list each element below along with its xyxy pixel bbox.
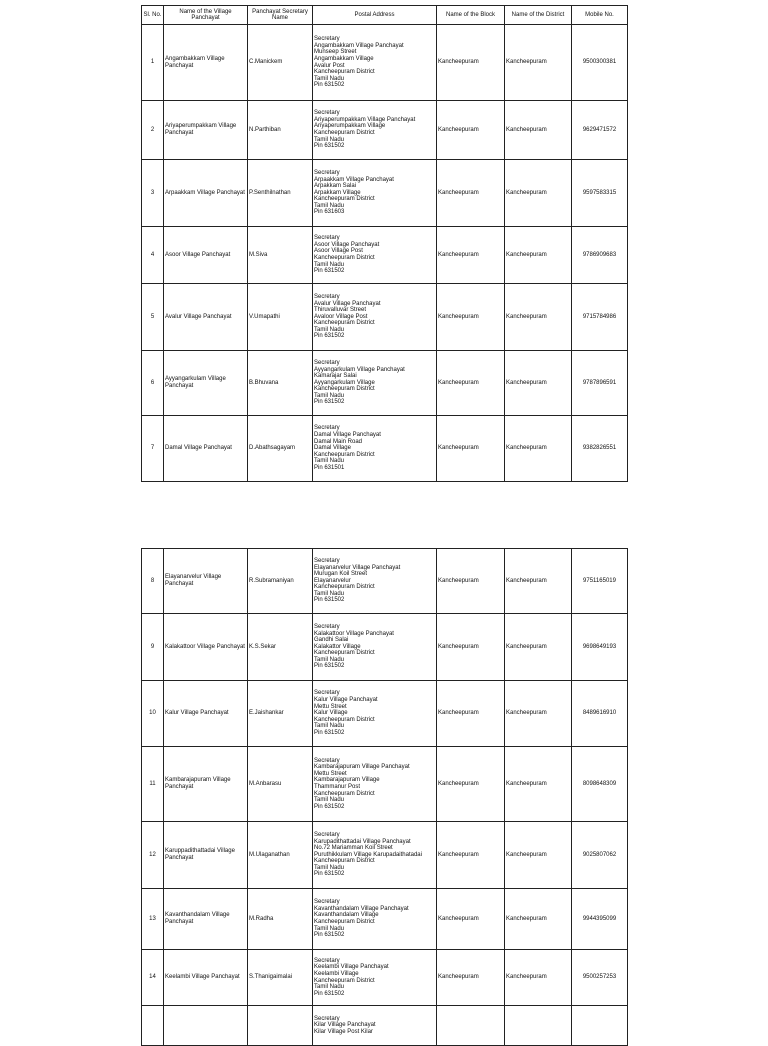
sl-no-cell: 3 xyxy=(142,160,164,227)
table-row xyxy=(142,822,628,889)
sl-no-cell: 12 xyxy=(142,822,164,889)
sl-no-cell: 2 xyxy=(142,101,164,160)
secretary-name-cell: E.Jaishankar xyxy=(248,681,313,747)
mobile-cell: 9025807062 xyxy=(572,822,628,889)
sl-no-cell: 11 xyxy=(142,747,164,822)
mobile-cell: 9786909683 xyxy=(572,227,628,284)
mobile-cell: 8098648309 xyxy=(572,747,628,822)
village-panchayat-cell: Avalur Village Panchayat xyxy=(164,284,248,351)
mobile-cell: 9751165019 xyxy=(572,549,628,614)
village-panchayat-cell: Kambarajapuram Village Panchayat xyxy=(164,747,248,822)
district-cell: Kancheepuram xyxy=(505,681,572,747)
village-panchayat-cell: Angambakkam Village Panchayat xyxy=(164,25,248,101)
postal-address-cell: Secretary Damal Village Panchayat Damal Main Road Damal Village Kancheepuram District Tamil Nadu Pin 631501 xyxy=(313,416,437,482)
postal-address-cell: Secretary Asoor Village Panchayat Asoor Village Post Kancheepuram District Tamil Nadu Pin 631502 xyxy=(313,227,437,284)
postal-address-cell: Secretary Kavanthandalam Village Panchayat Kavanthandalam Village Kancheepuram District Tamil Nadu Pin 631502 xyxy=(313,889,437,950)
district-cell: Kancheepuram xyxy=(505,101,572,160)
header-secretary-name: Panchayat Secretary Name xyxy=(248,6,313,25)
block-cell: Kancheepuram xyxy=(437,284,505,351)
postal-address-cell: Secretary Arpaakkam Village Panchayat Arpakkam Salai Arpakkam Village Kancheepuram District Tamil Nadu Pin 631603 xyxy=(313,160,437,227)
panchayat-table-page-2 xyxy=(141,548,628,1046)
postal-address-cell: Secretary Angambakkam Village Panchayat Munseep Street Angambakkam Village Avalur Post Kancheepuram District Tamil Nadu Pin 631502 xyxy=(313,25,437,101)
mobile-cell: 9715784986 xyxy=(572,284,628,351)
sl-no-cell: 1 xyxy=(142,25,164,101)
village-panchayat-cell: Damal Village Panchayat xyxy=(164,416,248,482)
table-row xyxy=(142,227,628,284)
postal-address-cell: Secretary Kilar Village Panchayat Kilar Village Post Kilar xyxy=(313,1006,437,1046)
district-cell: Kancheepuram xyxy=(505,950,572,1006)
block-cell: Kancheepuram xyxy=(437,351,505,416)
village-panchayat-cell: Ariyaperumpakkam Village Panchayat xyxy=(164,101,248,160)
sl-no-cell: 9 xyxy=(142,614,164,681)
postal-address-cell: Secretary Ariyaperumpakkam Village Panchayat Ariyaperumpakkam Village Kancheepuram District Tamil Nadu Pin 631502 xyxy=(313,101,437,160)
sl-no-cell: 10 xyxy=(142,681,164,747)
table-row xyxy=(142,416,628,482)
header-village-panchayat: Name of the Village Panchayat xyxy=(164,6,248,25)
table-row xyxy=(142,681,628,747)
village-panchayat-cell: Kavanthandalam Village Panchayat xyxy=(164,889,248,950)
postal-address-cell: Secretary Karupadithattadai Village Panchayat No.72 Mariamman Koil Street Puruthikkulam Village Karupadaithatadai Kancheepuram District Tamil Nadu Pin 631502 xyxy=(313,822,437,889)
mobile-cell: 9597583315 xyxy=(572,160,628,227)
village-panchayat-cell: Elayanarvelur Village Panchayat xyxy=(164,549,248,614)
secretary-name-cell xyxy=(248,1006,313,1046)
mobile-cell: 9629471572 xyxy=(572,101,628,160)
secretary-name-cell: M.Ulaganathan xyxy=(248,822,313,889)
header-block: Name of the Block xyxy=(437,6,505,25)
district-cell: Kancheepuram xyxy=(505,889,572,950)
district-cell: Kancheepuram xyxy=(505,351,572,416)
block-cell: Kancheepuram xyxy=(437,416,505,482)
sl-no-cell: 6 xyxy=(142,351,164,416)
sl-no-cell: 7 xyxy=(142,416,164,482)
district-cell: Kancheepuram xyxy=(505,549,572,614)
mobile-cell: 9944395099 xyxy=(572,889,628,950)
postal-address-cell: Secretary Kalakattoor Village Panchayat Gandhi Salai Kalakattor Village Kancheepuram District Tamil Nadu Pin 631502 xyxy=(313,614,437,681)
table-row xyxy=(142,950,628,1006)
table-row xyxy=(142,284,628,351)
sl-no-cell: 13 xyxy=(142,889,164,950)
block-cell: Kancheepuram xyxy=(437,747,505,822)
secretary-name-cell: N.Parthiban xyxy=(248,101,313,160)
district-cell xyxy=(505,1006,572,1046)
district-cell: Kancheepuram xyxy=(505,160,572,227)
block-cell: Kancheepuram xyxy=(437,25,505,101)
mobile-cell: 9698649193 xyxy=(572,614,628,681)
mobile-cell: 9500300381 xyxy=(572,25,628,101)
block-cell: Kancheepuram xyxy=(437,950,505,1006)
block-cell: Kancheepuram xyxy=(437,889,505,950)
village-panchayat-cell: Arpaakkam Village Panchayat xyxy=(164,160,248,227)
table-row xyxy=(142,549,628,614)
village-panchayat-cell: Karuppadithattadai Village Panchayat xyxy=(164,822,248,889)
secretary-name-cell: S.Thanigaimalai xyxy=(248,950,313,1006)
village-panchayat-cell: Keelambi Village Panchayat xyxy=(164,950,248,1006)
district-cell: Kancheepuram xyxy=(505,284,572,351)
block-cell: Kancheepuram xyxy=(437,614,505,681)
postal-address-cell: Secretary Avalur Village Panchayat Thiruvalluvar Street Avaloor Village Post Kancheepuram District Tamil Nadu Pin 631502 xyxy=(313,284,437,351)
village-panchayat-cell: Ayyangarkulam Village Panchayat xyxy=(164,351,248,416)
postal-address-cell: Secretary Kalur Village Panchayat Mettu Street Kalur Village Kancheepuram District Tamil Nadu Pin 631502 xyxy=(313,681,437,747)
secretary-name-cell: M.Siva xyxy=(248,227,313,284)
sl-no-cell: 4 xyxy=(142,227,164,284)
secretary-name-cell: D.Abathsagayam xyxy=(248,416,313,482)
village-panchayat-cell xyxy=(164,1006,248,1046)
secretary-name-cell: B.Bhuvana xyxy=(248,351,313,416)
secretary-name-cell: V.Umapathi xyxy=(248,284,313,351)
panchayat-table-page-1 xyxy=(141,5,628,482)
postal-address-cell: Secretary Keelambi Village Panchayat Keelambi Village Kancheepuram District Tamil Nadu Pin 631502 xyxy=(313,950,437,1006)
table-row xyxy=(142,1006,628,1046)
header-sl-no: Sl. No. xyxy=(142,6,164,25)
block-cell: Kancheepuram xyxy=(437,227,505,284)
sl-no-cell: 14 xyxy=(142,950,164,1006)
header-mobile: Mobile No. xyxy=(572,6,628,25)
table-row xyxy=(142,160,628,227)
sl-no-cell: 8 xyxy=(142,549,164,614)
district-cell: Kancheepuram xyxy=(505,227,572,284)
secretary-name-cell: C.Manickem xyxy=(248,25,313,101)
sl-no-cell xyxy=(142,1006,164,1046)
table-row xyxy=(142,747,628,822)
mobile-cell: 9382826551 xyxy=(572,416,628,482)
secretary-name-cell: R.Subramaniyan xyxy=(248,549,313,614)
mobile-cell: 8489616910 xyxy=(572,681,628,747)
district-cell: Kancheepuram xyxy=(505,614,572,681)
postal-address-cell: Secretary Elayanarvelur Village Panchayat Murugan Koil Street Elayanarvelur Kancheepuram District Tamil Nadu Pin 631502 xyxy=(313,549,437,614)
header-district: Name of the District xyxy=(505,6,572,25)
district-cell: Kancheepuram xyxy=(505,822,572,889)
postal-address-cell: Secretary Kambarajapuram Village Panchayat Mettu Street Kambarajapuram Village Thammanur Post Kancheepuram District Tamil Nadu Pin 631502 xyxy=(313,747,437,822)
district-cell: Kancheepuram xyxy=(505,747,572,822)
secretary-name-cell: P.Senthilnathan xyxy=(248,160,313,227)
block-cell: Kancheepuram xyxy=(437,681,505,747)
block-cell xyxy=(437,1006,505,1046)
postal-address-cell: Secretary Ayyangarkulam Village Panchayat Kamarajar Salai Ayyangarkulam Village Kancheepuram District Tamil Nadu Pin 631502 xyxy=(313,351,437,416)
table-row xyxy=(142,889,628,950)
village-panchayat-cell: Asoor Village Panchayat xyxy=(164,227,248,284)
sl-no-cell: 5 xyxy=(142,284,164,351)
table-row xyxy=(142,614,628,681)
mobile-cell: 9787896591 xyxy=(572,351,628,416)
header-row xyxy=(142,6,628,25)
secretary-name-cell: K.S.Sekar xyxy=(248,614,313,681)
mobile-cell: 9500257253 xyxy=(572,950,628,1006)
block-cell: Kancheepuram xyxy=(437,549,505,614)
block-cell: Kancheepuram xyxy=(437,822,505,889)
secretary-name-cell: M.Anbarasu xyxy=(248,747,313,822)
district-cell: Kancheepuram xyxy=(505,416,572,482)
table-row xyxy=(142,25,628,101)
block-cell: Kancheepuram xyxy=(437,101,505,160)
village-panchayat-cell: Kalur Village Panchayat xyxy=(164,681,248,747)
secretary-name-cell: M.Radha xyxy=(248,889,313,950)
district-cell: Kancheepuram xyxy=(505,25,572,101)
header-postal-address: Postal Address xyxy=(313,6,437,25)
village-panchayat-cell: Kalakattoor Village Panchayat xyxy=(164,614,248,681)
table-row xyxy=(142,351,628,416)
table-row xyxy=(142,101,628,160)
block-cell: Kancheepuram xyxy=(437,160,505,227)
mobile-cell xyxy=(572,1006,628,1046)
